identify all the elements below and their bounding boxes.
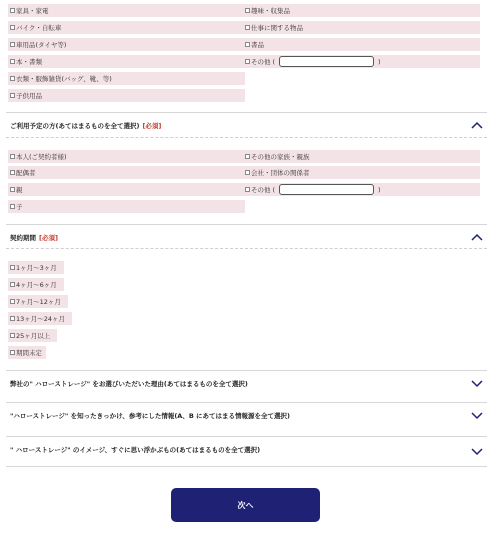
section-reason-header[interactable] [0, 372, 493, 402]
checkbox[interactable] [10, 350, 15, 355]
next-button[interactable]: 次へ [171, 488, 320, 522]
divider [6, 466, 487, 467]
section-title: 弊社の" ハローストレージ" をお選びいただいた理由(あてはまるものを全て選択) [10, 380, 248, 388]
other-users-input[interactable] [279, 184, 374, 195]
option-period-4[interactable]: 13ヶ月〜24ヶ月 [8, 312, 72, 325]
section-source-header[interactable] [0, 404, 493, 434]
option-books[interactable]: 本・書類 [8, 55, 245, 68]
chevron-down-icon[interactable] [471, 410, 483, 420]
option-bike[interactable]: バイク・自転車 [8, 21, 245, 34]
option-goods[interactable]: 書品 [243, 38, 480, 51]
divider [6, 402, 487, 403]
section-image-header[interactable] [0, 438, 493, 466]
checkbox[interactable] [245, 59, 250, 64]
option-period-6[interactable]: 期間未定 [8, 346, 46, 359]
option-self[interactable]: 本人(ご契約者様) [8, 150, 245, 163]
checkbox[interactable] [10, 204, 15, 209]
divider [6, 248, 487, 249]
checkbox[interactable] [10, 154, 15, 159]
checkbox[interactable] [245, 25, 250, 30]
checkbox[interactable] [245, 170, 250, 175]
divider [6, 137, 487, 138]
chevron-down-icon[interactable] [471, 378, 483, 388]
divider [6, 112, 487, 113]
option-period-2[interactable]: 4ヶ月〜6ヶ月 [8, 278, 64, 291]
checkbox[interactable] [10, 187, 15, 192]
chevron-up-icon[interactable] [471, 232, 483, 242]
checkbox[interactable] [10, 265, 15, 270]
checkbox[interactable] [10, 59, 15, 64]
option-kids[interactable]: 子供用品 [8, 89, 245, 102]
checkbox[interactable] [10, 76, 15, 81]
option-other-users[interactable]: その他 ( ) [243, 183, 480, 196]
checkbox[interactable] [10, 25, 15, 30]
required-badge: [必須] [142, 122, 162, 130]
option-work-items[interactable]: 仕事に関する物品 [243, 21, 480, 34]
checkbox[interactable] [10, 93, 15, 98]
divider [6, 370, 487, 371]
required-badge: [必須] [39, 234, 58, 242]
option-other-family[interactable]: その他の家族・親族 [243, 150, 480, 163]
option-period-3[interactable]: 7ヶ月〜12ヶ月 [8, 295, 68, 308]
option-company[interactable]: 会社・団体の関係者 [243, 166, 480, 179]
option-other-items[interactable]: その他 ( ) [243, 55, 480, 68]
section-title: "ハローストレージ" を知ったきっかけ、参考にした情報(A、B にあてはまる情報源を全て選択) [10, 412, 291, 420]
section-users-header[interactable] [0, 114, 493, 138]
option-spouse[interactable]: 配偶者 [8, 166, 245, 179]
checkbox[interactable] [245, 42, 250, 47]
option-child[interactable]: 子 [8, 200, 245, 213]
section-title: ご利用予定の方(あてはまるものを全て選択) [必須] [10, 122, 162, 130]
section-title: " ハローストレージ" のイメージ、すぐに思い浮かぶもの(あてはまるものを全て選択) [10, 446, 261, 454]
option-hobby[interactable]: 趣味・収集品 [243, 4, 480, 17]
option-parent[interactable]: 親 [8, 183, 245, 196]
checkbox[interactable] [245, 187, 250, 192]
section-period-header[interactable] [0, 226, 493, 248]
chevron-up-icon[interactable] [471, 120, 483, 130]
checkbox[interactable] [245, 154, 250, 159]
option-period-5[interactable]: 25ヶ月以上 [8, 329, 57, 342]
option-period-1[interactable]: 1ヶ月〜3ヶ月 [8, 261, 64, 274]
chevron-down-icon[interactable] [471, 446, 483, 456]
section-title: 契約期間 [必須] [10, 234, 58, 242]
checkbox[interactable] [245, 8, 250, 13]
checkbox[interactable] [10, 299, 15, 304]
option-car-parts[interactable]: 車用品(タイヤ等) [8, 38, 245, 51]
option-furniture[interactable]: 家具・家電 [8, 4, 245, 17]
checkbox[interactable] [10, 42, 15, 47]
checkbox[interactable] [10, 333, 15, 338]
other-items-input[interactable] [279, 56, 374, 67]
checkbox[interactable] [10, 8, 15, 13]
option-clothes[interactable]: 衣類・服飾雑貨(バッグ、靴、等) [8, 72, 245, 85]
checkbox[interactable] [10, 282, 15, 287]
divider [6, 224, 487, 225]
divider [6, 436, 487, 437]
checkbox[interactable] [10, 170, 15, 175]
checkbox[interactable] [10, 316, 15, 321]
